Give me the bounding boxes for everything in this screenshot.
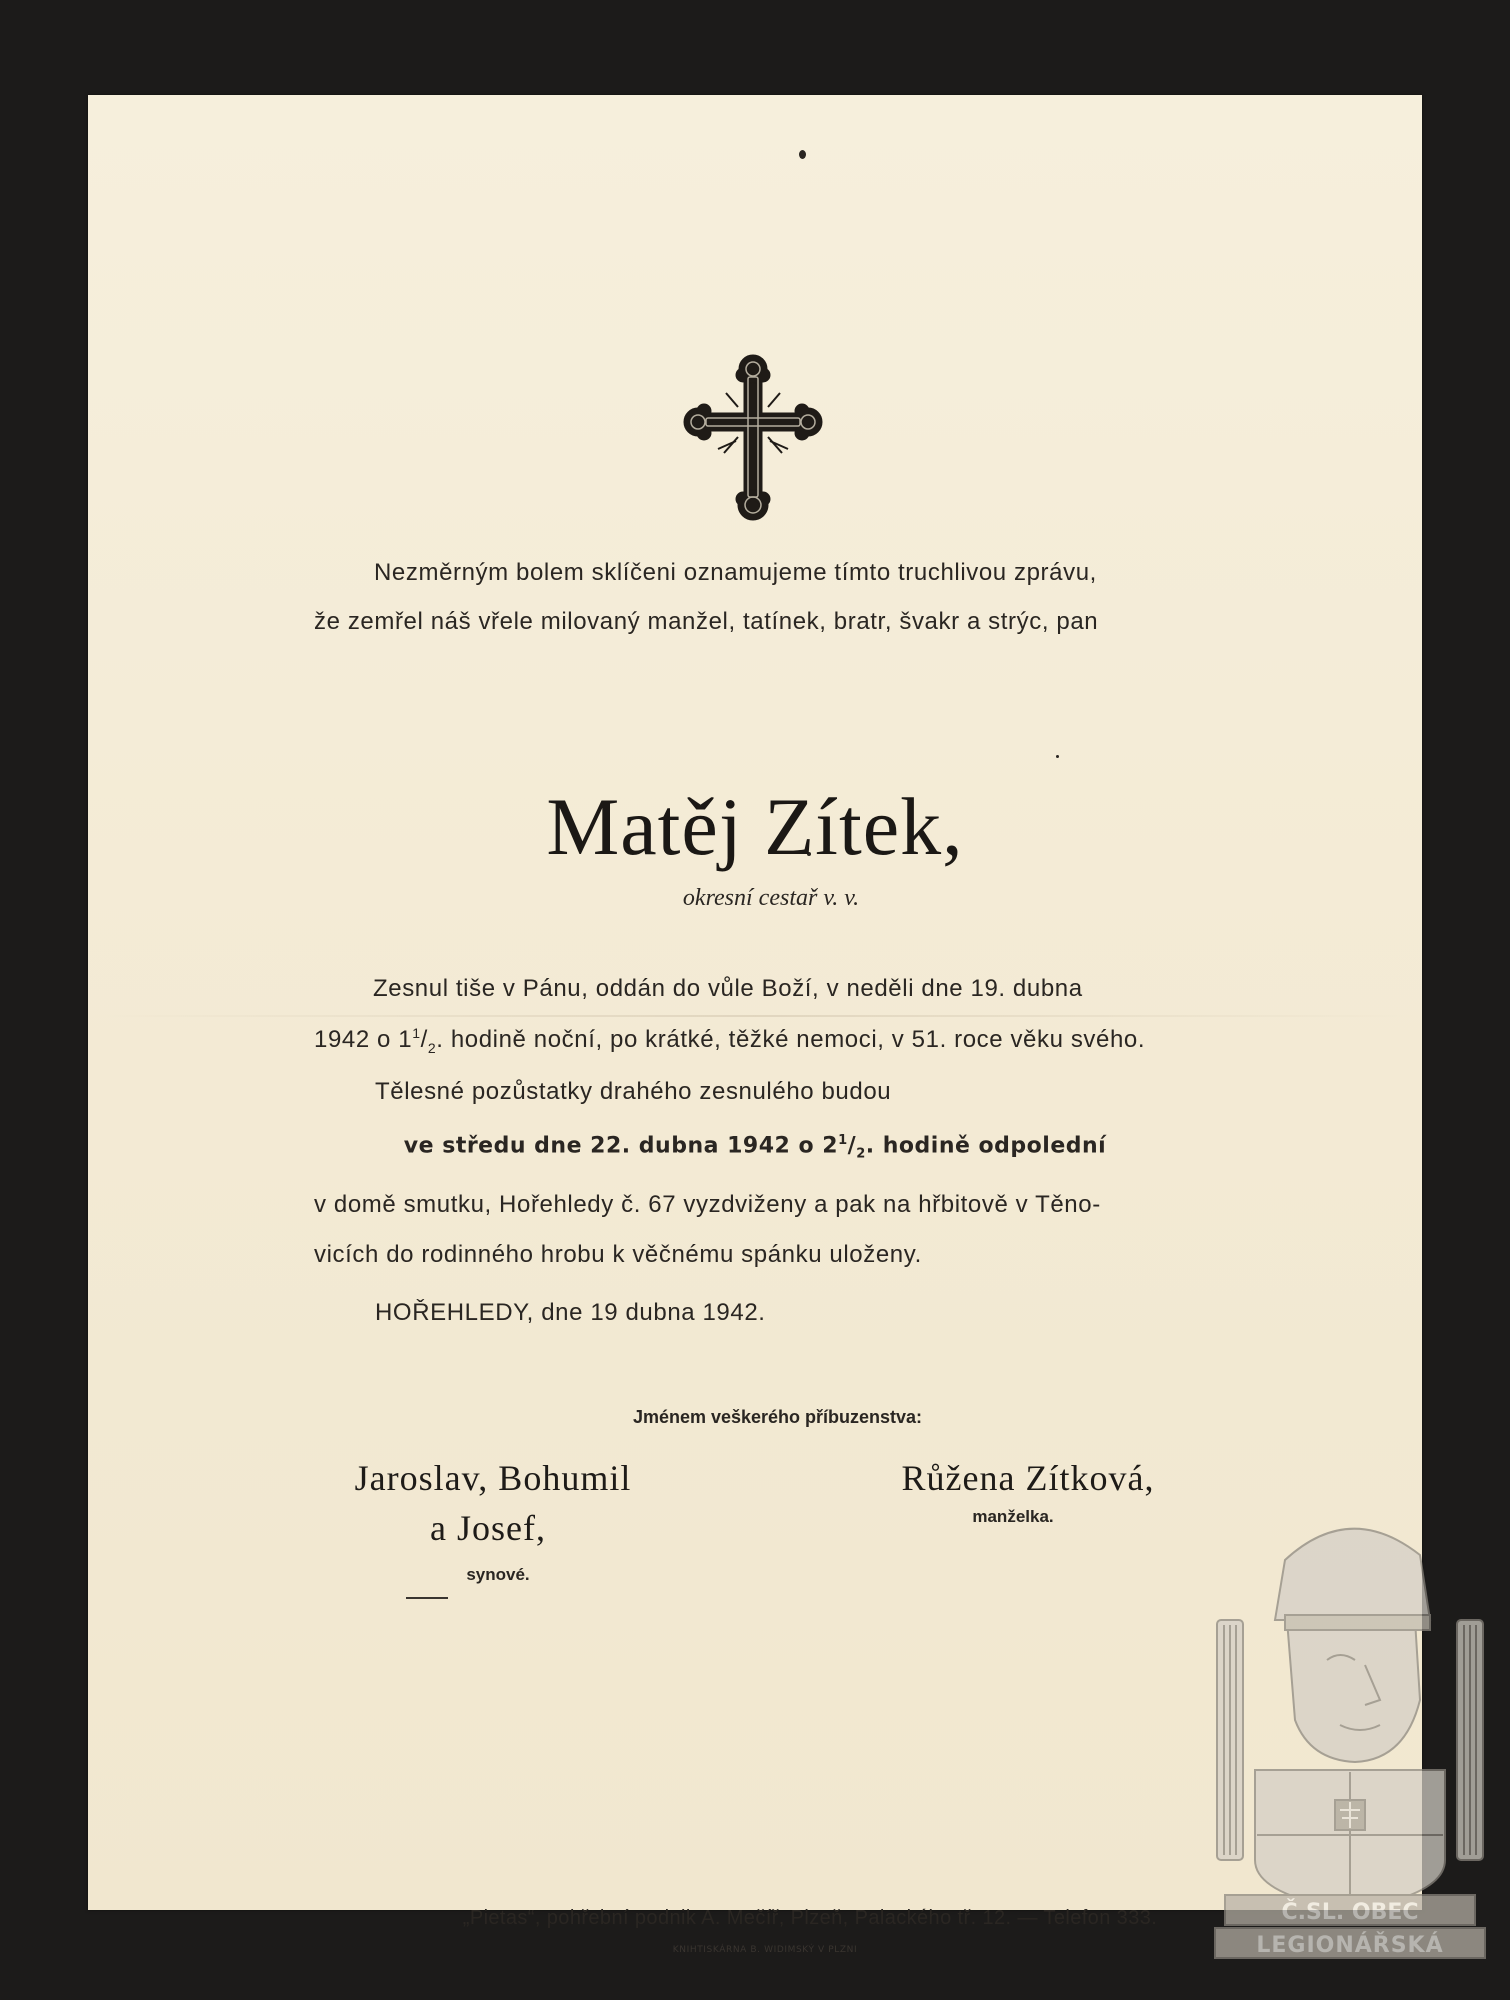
undertaker-line: „Pietas“, pohřební podnik A. Mečíř, Plzeň, Palackého tř. 12. — Telefon 333. (462, 1907, 1158, 1929)
body-line-2: 1942 o $1^1/_2$. hodině noční, po krátké, těžké nemoci, v 51. roce věku svého. (314, 1025, 1146, 1056)
ink-speck (799, 150, 806, 159)
wife-role: manželka. (972, 1507, 1054, 1526)
funeral-time: ve středu dne 22. dubna 1942 o $2^1/_2$. hodině odpolední (403, 1133, 1107, 1162)
ink-speck (1056, 755, 1059, 758)
emblem-text-line-1: Č.SL. OBEC (1281, 1900, 1419, 1925)
intro-line-1: Nezměrným bolem sklíčeni oznamujeme tímto truchlivou zprávu, (374, 559, 1097, 586)
sons-role: synové. (466, 1565, 530, 1584)
legionnaire-emblem-icon (1215, 1500, 1485, 1960)
deceased-occupation: okresní cestař v. v. (682, 885, 860, 911)
wife-name: Růžena Zítková, (901, 1458, 1155, 1498)
intro-line-2: že zemřel náš vřele milovaný manžel, tatínek, bratr, švakr a strýc, pan (314, 608, 1099, 635)
printer-line: KNIHTISKÁRNA B. WIDIMSKÝ V PLZNI (672, 1945, 858, 1955)
fraction-denominator: 2 (427, 1039, 437, 1056)
funeral-fraction-denominator: 2 (856, 1146, 866, 1162)
emblem-text-line-2: LEGIONÁŘSKÁ (1256, 1933, 1444, 1958)
family-heading: Jménem veškerého příbuzenstva: (632, 1407, 923, 1427)
deceased-name: Matěj Zítek, (546, 781, 964, 872)
body-line-2-start: 1942 o 1 (314, 1026, 413, 1053)
funeral-time-end: . hodině odpolední (865, 1133, 1107, 1159)
place-and-date: HOŘEHLEDY, dne 19 dubna 1942. (375, 1299, 766, 1326)
sons-names-line-2: a Josef, (430, 1508, 546, 1548)
funeral-time-start: ve středu dne 22. dubna 1942 o 2 (403, 1133, 839, 1159)
funeral-fraction-numerator: 1 (838, 1133, 848, 1148)
dash-mark (406, 1597, 448, 1599)
paper-fold (88, 1015, 1422, 1017)
sons-names-line-1: Jaroslav, Bohumil (354, 1458, 632, 1498)
fraction-numerator: 1 (412, 1025, 421, 1041)
cross-icon (688, 353, 818, 523)
body-line-4: v domě smutku, Hořehledy č. 67 vyzdviženy a pak na hřbitově v Těno- (314, 1191, 1101, 1218)
body-line-3: Tělesné pozůstatky drahého zesnulého budou (375, 1078, 892, 1105)
body-line-1: Zesnul tiše v Pánu, oddán do vůle Boží, v neděli dne 19. dubna (373, 975, 1083, 1002)
body-line-2-end: . hodině noční, po krátké, těžké nemoci, v 51. roce věku svého. (436, 1026, 1146, 1053)
body-line-5: vicích do rodinného hrobu k věčnému spánku uloženy. (314, 1241, 922, 1268)
